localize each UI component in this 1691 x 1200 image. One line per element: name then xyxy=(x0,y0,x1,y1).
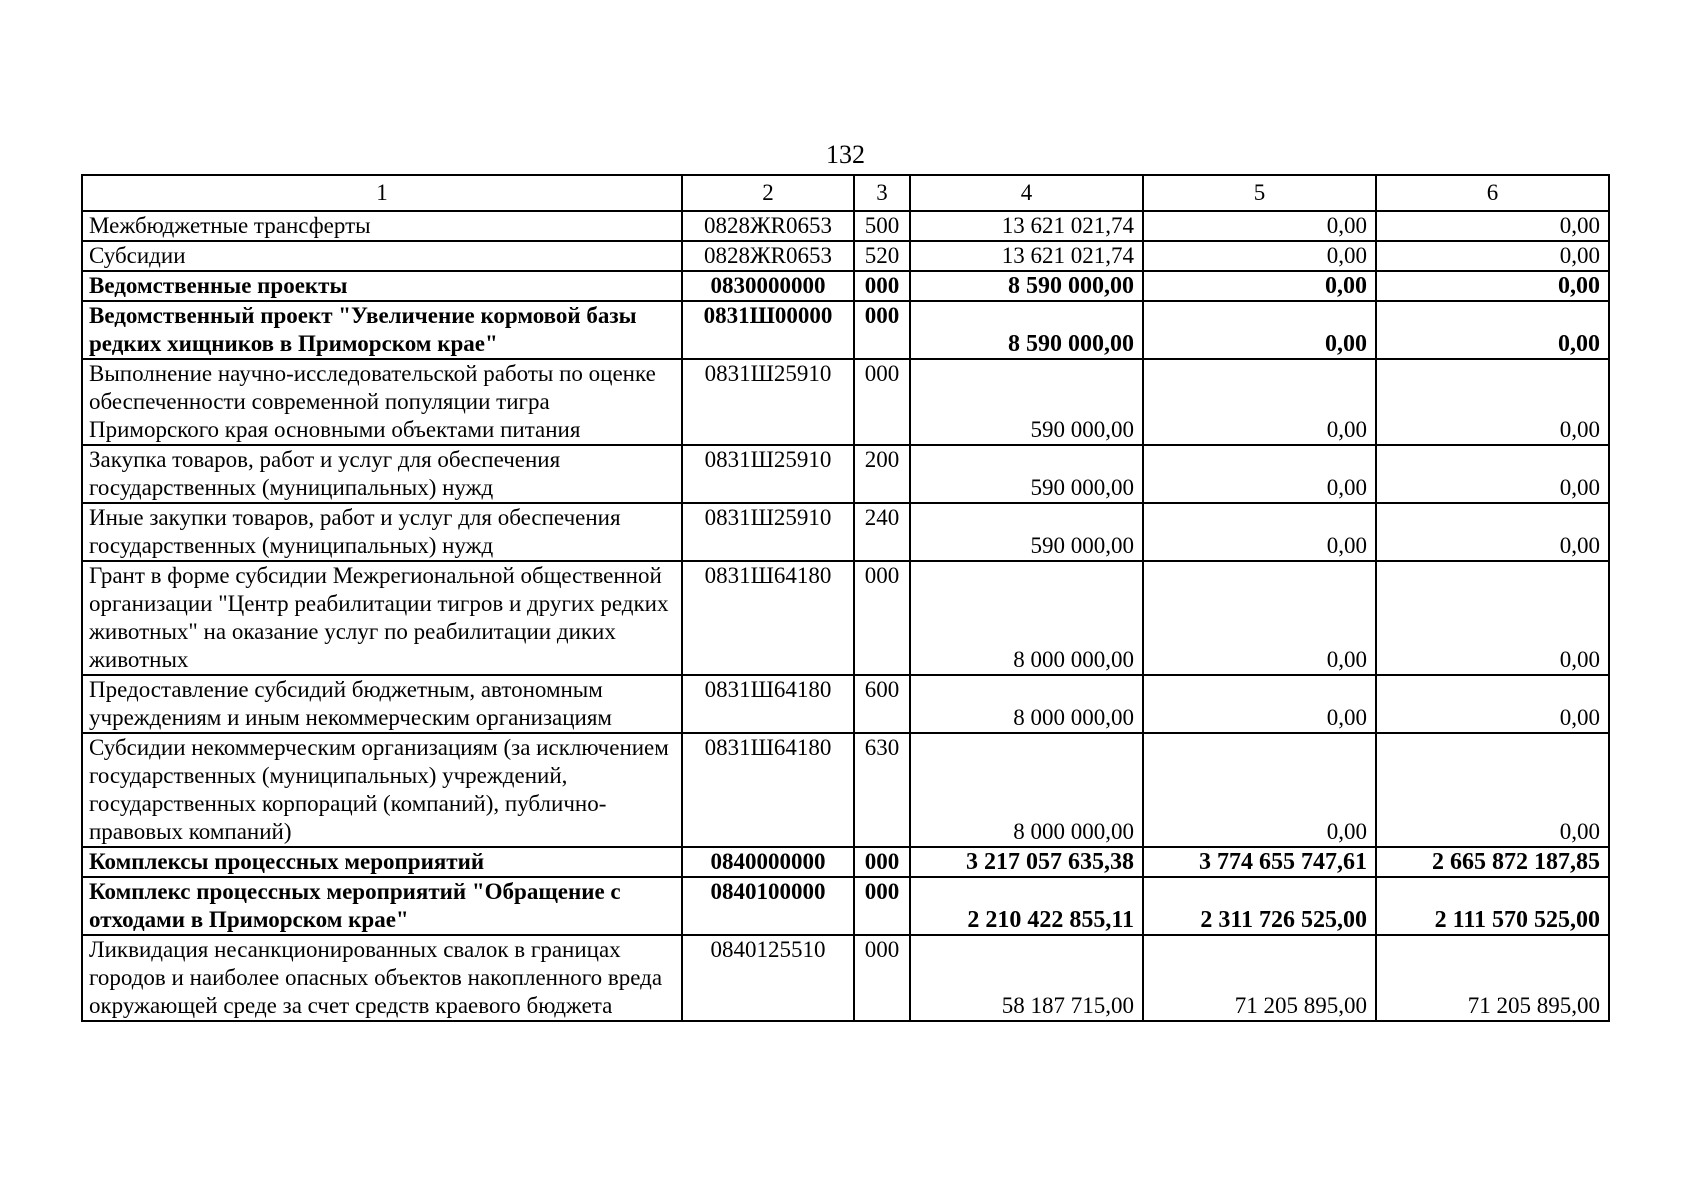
row-expense-type-cell: 000 xyxy=(854,561,910,675)
budget-table xyxy=(81,174,1610,1022)
row-code-cell: 0831Ш25910 xyxy=(682,445,854,503)
row-amount-1-cell: 3 217 057 635,38 xyxy=(910,847,1143,877)
column-header: 4 xyxy=(910,175,1143,211)
row-code-cell: 0840100000 xyxy=(682,877,854,935)
row-amount-3-cell: 71 205 895,00 xyxy=(1376,935,1609,1021)
row-expense-type-cell: 630 xyxy=(854,733,910,847)
column-header: 2 xyxy=(682,175,854,211)
table-row xyxy=(82,503,1609,561)
row-amount-3-cell: 2 665 872 187,85 xyxy=(1376,847,1609,877)
table-row xyxy=(82,675,1609,733)
row-amount-2-cell: 0,00 xyxy=(1143,211,1376,241)
row-expense-type-cell: 500 xyxy=(854,211,910,241)
row-name-cell: Выполнение научно-исследовательской работы по оценке обеспеченности современной популяции тигра Приморского края основными объектами питания xyxy=(82,359,682,445)
row-amount-3-cell: 0,00 xyxy=(1376,301,1609,359)
row-expense-type-cell: 600 xyxy=(854,675,910,733)
table-row xyxy=(82,211,1609,241)
row-amount-3-cell: 0,00 xyxy=(1376,733,1609,847)
row-code-cell: 0831Ш25910 xyxy=(682,359,854,445)
row-code-cell: 0828ЖR0653 xyxy=(682,241,854,271)
row-amount-3-cell: 0,00 xyxy=(1376,503,1609,561)
row-amount-3-cell: 0,00 xyxy=(1376,445,1609,503)
row-code-cell: 0831Ш00000 xyxy=(682,301,854,359)
row-name-cell: Грант в форме субсидии Межрегиональной общественной организации "Центр реабилитации тигров и других редких животных" на оказание услуг по реабилитации диких животных xyxy=(82,561,682,675)
row-amount-2-cell: 0,00 xyxy=(1143,561,1376,675)
row-name-cell: Иные закупки товаров, работ и услуг для обеспечения государственных (муниципальных) нужд xyxy=(82,503,682,561)
row-amount-1-cell: 2 210 422 855,11 xyxy=(910,877,1143,935)
row-amount-2-cell: 0,00 xyxy=(1143,241,1376,271)
row-amount-2-cell: 0,00 xyxy=(1143,359,1376,445)
row-amount-1-cell: 8 590 000,00 xyxy=(910,301,1143,359)
row-code-cell: 0831Ш64180 xyxy=(682,733,854,847)
table-row xyxy=(82,301,1609,359)
row-name-cell: Предоставление субсидий бюджетным, автономным учреждениям и иным некоммерческим организациям xyxy=(82,675,682,733)
row-name-cell: Комплекс процессных мероприятий "Обращение с отходами в Приморском крае" xyxy=(82,877,682,935)
row-amount-2-cell: 0,00 xyxy=(1143,733,1376,847)
column-header: 5 xyxy=(1143,175,1376,211)
row-amount-2-cell: 0,00 xyxy=(1143,503,1376,561)
page-number: 132 xyxy=(826,140,865,169)
row-expense-type-cell: 000 xyxy=(854,877,910,935)
row-expense-type-cell: 200 xyxy=(854,445,910,503)
row-amount-3-cell: 0,00 xyxy=(1376,211,1609,241)
table-row xyxy=(82,445,1609,503)
table-row xyxy=(82,241,1609,271)
table-row xyxy=(82,359,1609,445)
row-code-cell: 0831Ш64180 xyxy=(682,675,854,733)
row-amount-1-cell: 8 000 000,00 xyxy=(910,561,1143,675)
row-name-cell: Ликвидация несанкционированных свалок в границах городов и наиболее опасных объектов накопленного вреда окружающей среде за счет средств краевого бюджета xyxy=(82,935,682,1021)
row-amount-3-cell: 0,00 xyxy=(1376,675,1609,733)
row-expense-type-cell: 520 xyxy=(854,241,910,271)
table-row xyxy=(82,561,1609,675)
row-amount-2-cell: 0,00 xyxy=(1143,301,1376,359)
row-expense-type-cell: 000 xyxy=(854,271,910,301)
row-amount-1-cell: 13 621 021,74 xyxy=(910,211,1143,241)
row-expense-type-cell: 000 xyxy=(854,301,910,359)
row-amount-2-cell: 2 311 726 525,00 xyxy=(1143,877,1376,935)
row-amount-1-cell: 8 000 000,00 xyxy=(910,675,1143,733)
table-row xyxy=(82,733,1609,847)
row-name-cell: Ведомственный проект "Увеличение кормовой базы редких хищников в Приморском крае" xyxy=(82,301,682,359)
row-amount-2-cell: 0,00 xyxy=(1143,271,1376,301)
table-header-row xyxy=(82,175,1609,211)
row-amount-3-cell: 2 111 570 525,00 xyxy=(1376,877,1609,935)
table-row xyxy=(82,877,1609,935)
row-amount-3-cell: 0,00 xyxy=(1376,271,1609,301)
row-amount-2-cell: 0,00 xyxy=(1143,445,1376,503)
row-name-cell: Субсидии xyxy=(82,241,682,271)
column-header: 3 xyxy=(854,175,910,211)
row-amount-3-cell: 0,00 xyxy=(1376,561,1609,675)
row-amount-1-cell: 8 000 000,00 xyxy=(910,733,1143,847)
row-code-cell: 0840125510 xyxy=(682,935,854,1021)
row-amount-1-cell: 8 590 000,00 xyxy=(910,271,1143,301)
row-amount-2-cell: 3 774 655 747,61 xyxy=(1143,847,1376,877)
row-expense-type-cell: 000 xyxy=(854,359,910,445)
table-row xyxy=(82,847,1609,877)
column-header: 6 xyxy=(1376,175,1609,211)
row-code-cell: 0831Ш25910 xyxy=(682,503,854,561)
row-amount-1-cell: 13 621 021,74 xyxy=(910,241,1143,271)
column-header: 1 xyxy=(82,175,682,211)
row-expense-type-cell: 000 xyxy=(854,847,910,877)
table-row xyxy=(82,935,1609,1021)
row-amount-1-cell: 590 000,00 xyxy=(910,359,1143,445)
row-code-cell: 0828ЖR0653 xyxy=(682,211,854,241)
row-code-cell: 0830000000 xyxy=(682,271,854,301)
row-amount-1-cell: 590 000,00 xyxy=(910,445,1143,503)
row-amount-1-cell: 590 000,00 xyxy=(910,503,1143,561)
row-expense-type-cell: 000 xyxy=(854,935,910,1021)
row-code-cell: 0840000000 xyxy=(682,847,854,877)
row-name-cell: Межбюджетные трансферты xyxy=(82,211,682,241)
row-name-cell: Комплексы процессных мероприятий xyxy=(82,847,682,877)
row-name-cell: Ведомственные проекты xyxy=(82,271,682,301)
row-expense-type-cell: 240 xyxy=(854,503,910,561)
row-amount-2-cell: 0,00 xyxy=(1143,675,1376,733)
table-row xyxy=(82,271,1609,301)
row-name-cell: Субсидии некоммерческим организациям (за исключением государственных (муниципальных) учреждений, государственных корпораций (компаний), публично-правовых компаний) xyxy=(82,733,682,847)
row-code-cell: 0831Ш64180 xyxy=(682,561,854,675)
row-amount-3-cell: 0,00 xyxy=(1376,241,1609,271)
row-amount-1-cell: 58 187 715,00 xyxy=(910,935,1143,1021)
row-amount-3-cell: 0,00 xyxy=(1376,359,1609,445)
row-name-cell: Закупка товаров, работ и услуг для обеспечения государственных (муниципальных) нужд xyxy=(82,445,682,503)
row-amount-2-cell: 71 205 895,00 xyxy=(1143,935,1376,1021)
